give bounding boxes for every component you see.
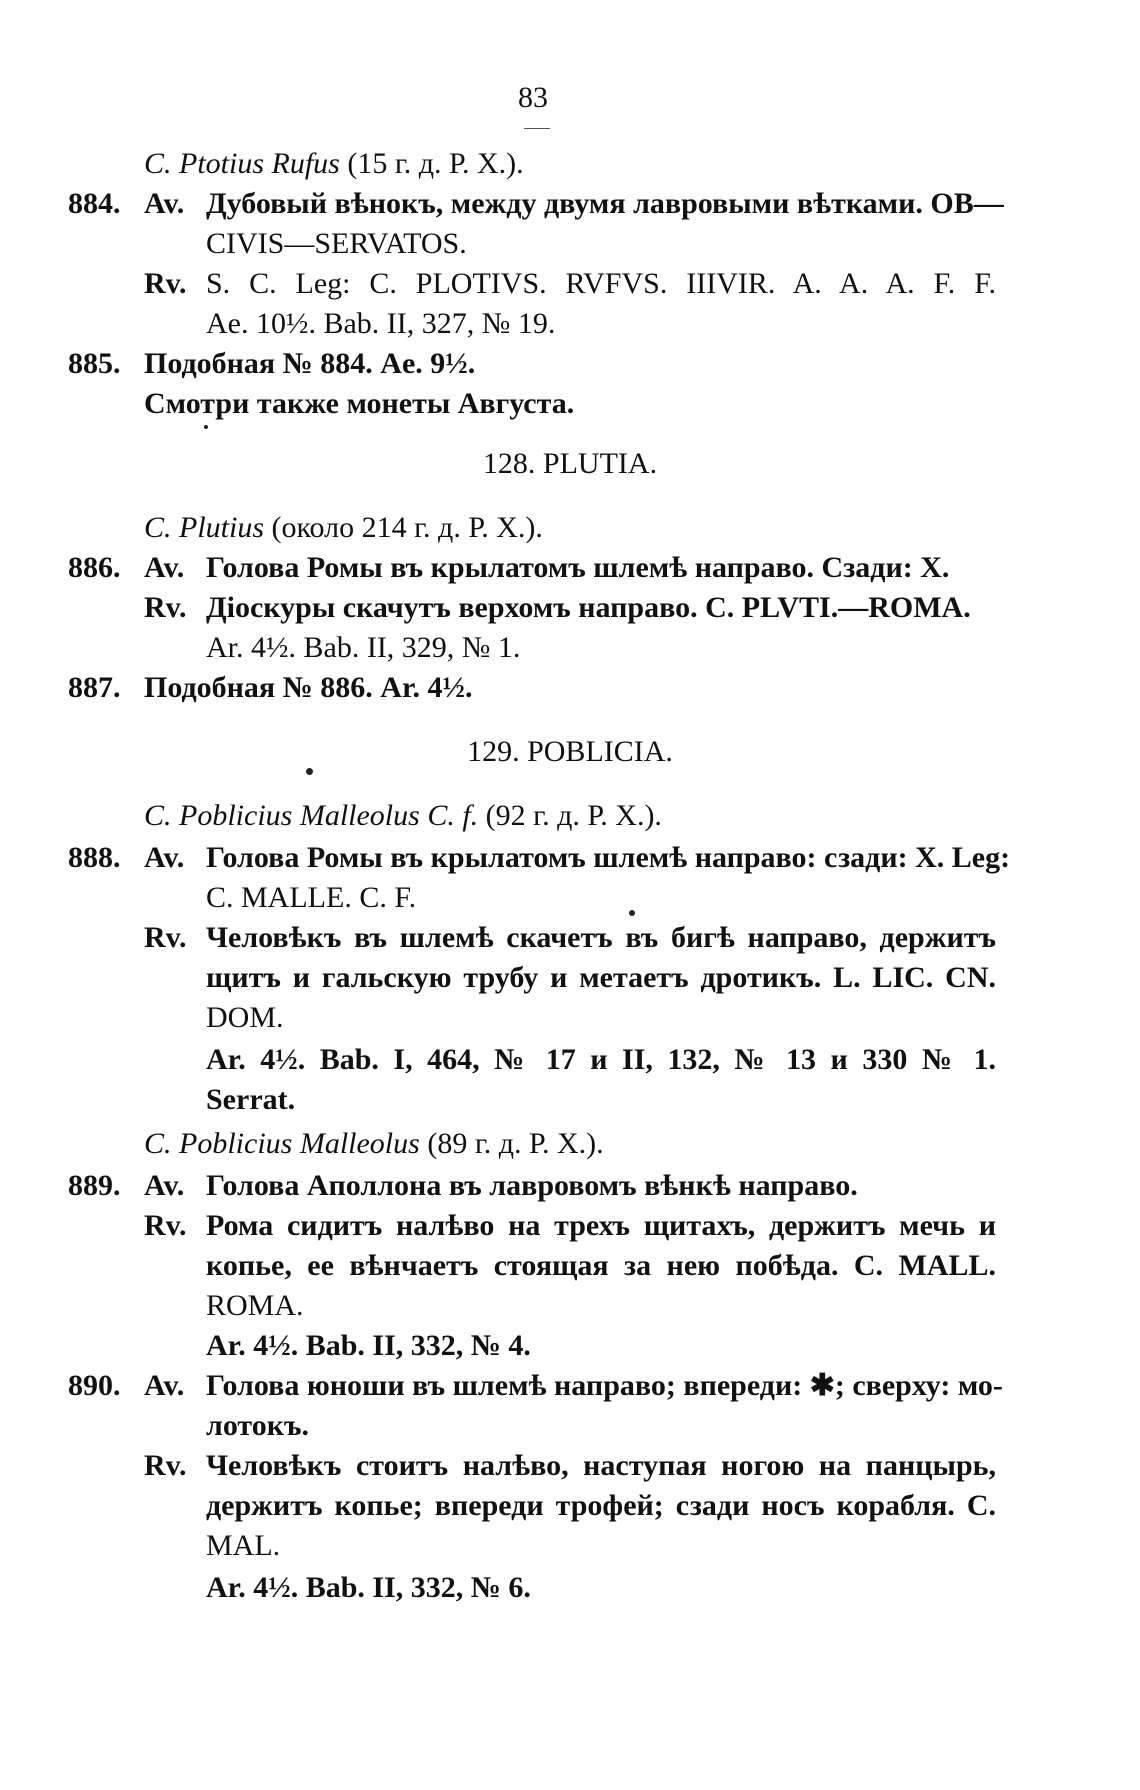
entry-886-av: Голова Ромы въ крылатомъ шлемѣ направо. Сзади: X.: [206, 551, 950, 584]
moneyer-name: C. Plutius: [144, 511, 265, 544]
entry-884-av-line1: Дубовый вѣнокъ, между двумя лавровыми вѣтками. OB—: [206, 187, 1004, 220]
section-heading-plutia: 128. PLUTIA.: [482, 447, 658, 480]
entry-889-rv-line2: копье, ее вѣнчаетъ стоящая за нею побѣда. C. MALL.: [206, 1249, 996, 1282]
entry-886-av-label: Av.: [144, 551, 185, 584]
entry-885-text: Подобная № 884. Ae. 9½.: [144, 347, 476, 380]
moneyer-date: (92 г. д. Р. X.).: [478, 799, 662, 832]
entry-890-ref: Ar. 4½. Bab. II, 332, № 6.: [206, 1571, 531, 1604]
entry-number-889: 889.: [68, 1169, 121, 1202]
entry-884-rv-line1: S. C. Leg: C. PLOTIVS. RVFVS. IIIVIR. A. A. A. F. F.: [206, 267, 996, 300]
moneyer-date: (89 г. д. Р. X.).: [419, 1127, 604, 1160]
entry-889-av-label: Av.: [144, 1169, 185, 1202]
entry-886-rv: Діоскуры скачутъ верхомъ направо. C. PLVTI.—ROMA.: [206, 591, 971, 624]
entry-884-av-label: Av.: [144, 187, 185, 220]
page-number-rule: [524, 128, 550, 129]
entry-890-rv-line3: MAL.: [206, 1529, 281, 1562]
entry-889-rv-label: Rv.: [144, 1209, 187, 1242]
entry-number-884: 884.: [68, 187, 121, 220]
entry-886-rv-label: Rv.: [144, 591, 187, 624]
moneyer-name: C. Poblicius Malleolus C. f.: [144, 799, 479, 832]
print-speck: [204, 425, 208, 429]
entry-888-rv-line1: Человѣкъ въ шлемѣ скачетъ въ бигѣ направо, держитъ: [206, 921, 996, 954]
moneyer-poblicius-89: [144, 1124, 604, 1164]
moneyer-poblicius-92: [144, 796, 662, 836]
see-also-note: Смотри также монеты Августа.: [144, 387, 575, 420]
entry-890-rv-label: Rv.: [144, 1449, 187, 1482]
entry-889-rv-line3: ROMA.: [206, 1289, 304, 1322]
moneyer-name: C. Poblicius Malleolus: [144, 1127, 420, 1160]
entry-889-ref: Ar. 4½. Bab. II, 332, № 4.: [206, 1329, 531, 1362]
section-heading-poblicia: 129. POBLICIA.: [467, 735, 673, 768]
entry-890-av-line2: лотокъ.: [206, 1409, 310, 1442]
entry-number-885: 885.: [68, 347, 121, 380]
entry-888-av-label: Av.: [144, 841, 185, 874]
moneyer-plutius: [144, 508, 543, 548]
entry-888-rv-line2: щитъ и гальскую трубу и метаетъ дротикъ. L. LIC. CN.: [206, 961, 996, 994]
entry-number-890: 890.: [68, 1369, 121, 1402]
entry-889-rv-line1: Рома сидитъ налѣво на трехъ щитахъ, держитъ мечь и: [206, 1209, 996, 1242]
entry-884-rv-label: Rv.: [144, 267, 187, 300]
entry-number-887: 887.: [68, 671, 121, 704]
entry-888-rv-line3: DOM.: [206, 1001, 284, 1034]
entry-888-ref-line2: Serrat.: [206, 1083, 296, 1116]
moneyer-ptotius-rufus: [144, 144, 524, 184]
entry-889-av: Голова Аполлона въ лавровомъ вѣнкѣ направо.: [206, 1169, 858, 1202]
entry-890-av-label: Av.: [144, 1369, 185, 1402]
entry-888-av-line1: Голова Ромы въ крылатомъ шлемѣ направо: сзади: X. Leg:: [206, 841, 1011, 874]
entry-number-886: 886.: [68, 551, 121, 584]
entry-884-ref: Ae. 10½. Bab. II, 327, № 19.: [206, 307, 556, 340]
entry-887-text: Подобная № 886. Ar. 4½.: [144, 671, 473, 704]
page-number: 83: [518, 81, 548, 114]
moneyer-date: (около 214 г. д. Р. X.).: [264, 511, 543, 544]
print-speck: [306, 768, 313, 775]
entry-888-rv-label: Rv.: [144, 921, 187, 954]
moneyer-date: (15 г. д. Р. X.).: [339, 147, 524, 180]
entry-884-av-line2: CIVIS—SERVATOS.: [206, 227, 467, 260]
entry-888-ref-line1: Ar. 4½. Bab. I, 464, № 17 и II, 132, № 13 и 330 № 1.: [206, 1043, 996, 1076]
entry-number-888: 888.: [68, 841, 121, 874]
entry-886-ref: Ar. 4½. Bab. II, 329, № 1.: [206, 631, 521, 664]
entry-890-rv-line1: Человѣкъ стоитъ налѣво, наступая ногою на панцырь,: [206, 1449, 996, 1482]
entry-888-av-line2: C. MALLE. C. F.: [206, 881, 417, 914]
entry-890-av-line1: Голова юноши въ шлемѣ направо; впереди: ✱; сверху: мо-: [206, 1369, 1003, 1402]
print-speck: [629, 910, 635, 916]
entry-890-rv-line2: держитъ копье; впереди трофей; сзади носъ корабля. C.: [206, 1489, 996, 1522]
moneyer-name: C. Ptotius Rufus: [144, 147, 340, 180]
